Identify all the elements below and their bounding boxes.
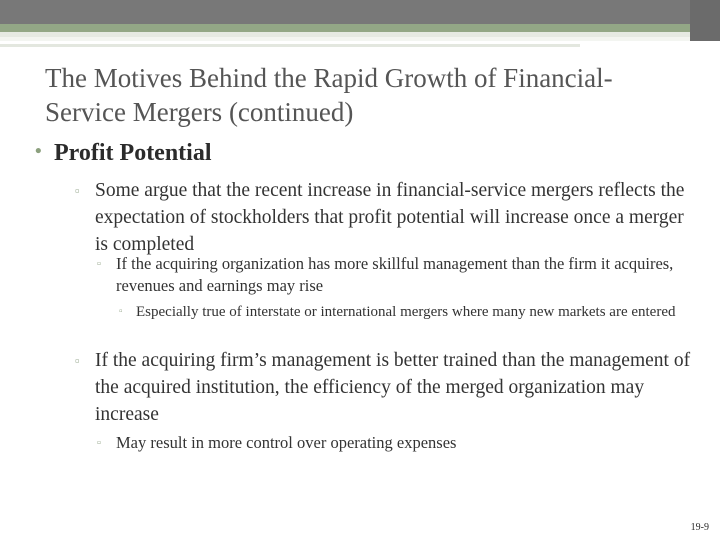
sub-bullet-skillful-management (97, 253, 696, 297)
sub-bullet-management-efficiency (75, 347, 695, 428)
sub-bullet-text: Especially true of interstate or international mergers where many new markets are entered (136, 304, 676, 320)
header-band-green (0, 24, 720, 32)
sub-bullet-text: If the acquiring firm’s management is better trained than the management of the acquired institution, the efficiency of the merged organization may increase (95, 350, 691, 425)
slide-title: The Motives Behind the Rapid Growth of Financial-Service Mergers (continued) (45, 63, 613, 127)
sub-bullet-marker: ▫ (75, 183, 80, 198)
sub-bullet-marker: ▫ (75, 353, 80, 368)
bullet-marker: • (35, 141, 42, 162)
sub-bullet-marker: ▫ (119, 306, 123, 317)
header-band-lighter (0, 37, 720, 41)
sub-bullet-stockholder-expectation (75, 177, 695, 258)
sub-bullet-interstate-mergers (119, 302, 676, 322)
header-band-dark (0, 0, 720, 24)
sub-bullet-operating-expenses (97, 432, 696, 454)
sub-bullet-text: Some argue that the recent increase in financial-service mergers reflects the expectation of stockholders that profit potential will increase once a merger is completed (95, 180, 685, 255)
bullet-heading-text: Profit Potential (54, 140, 212, 166)
sub-bullet-marker: ▫ (97, 258, 101, 270)
header-accent-line (0, 44, 580, 47)
header-corner-block (690, 0, 720, 41)
sub-bullet-marker: ▫ (97, 437, 101, 449)
bullet-profit-potential (35, 140, 212, 167)
sub-bullet-text: May result in more control over operating expenses (116, 433, 457, 452)
sub-bullet-text: If the acquiring organization has more skillful management than the firm it acquires, revenues and earnings may rise (116, 254, 674, 295)
page-number: 19-9 (690, 522, 709, 533)
